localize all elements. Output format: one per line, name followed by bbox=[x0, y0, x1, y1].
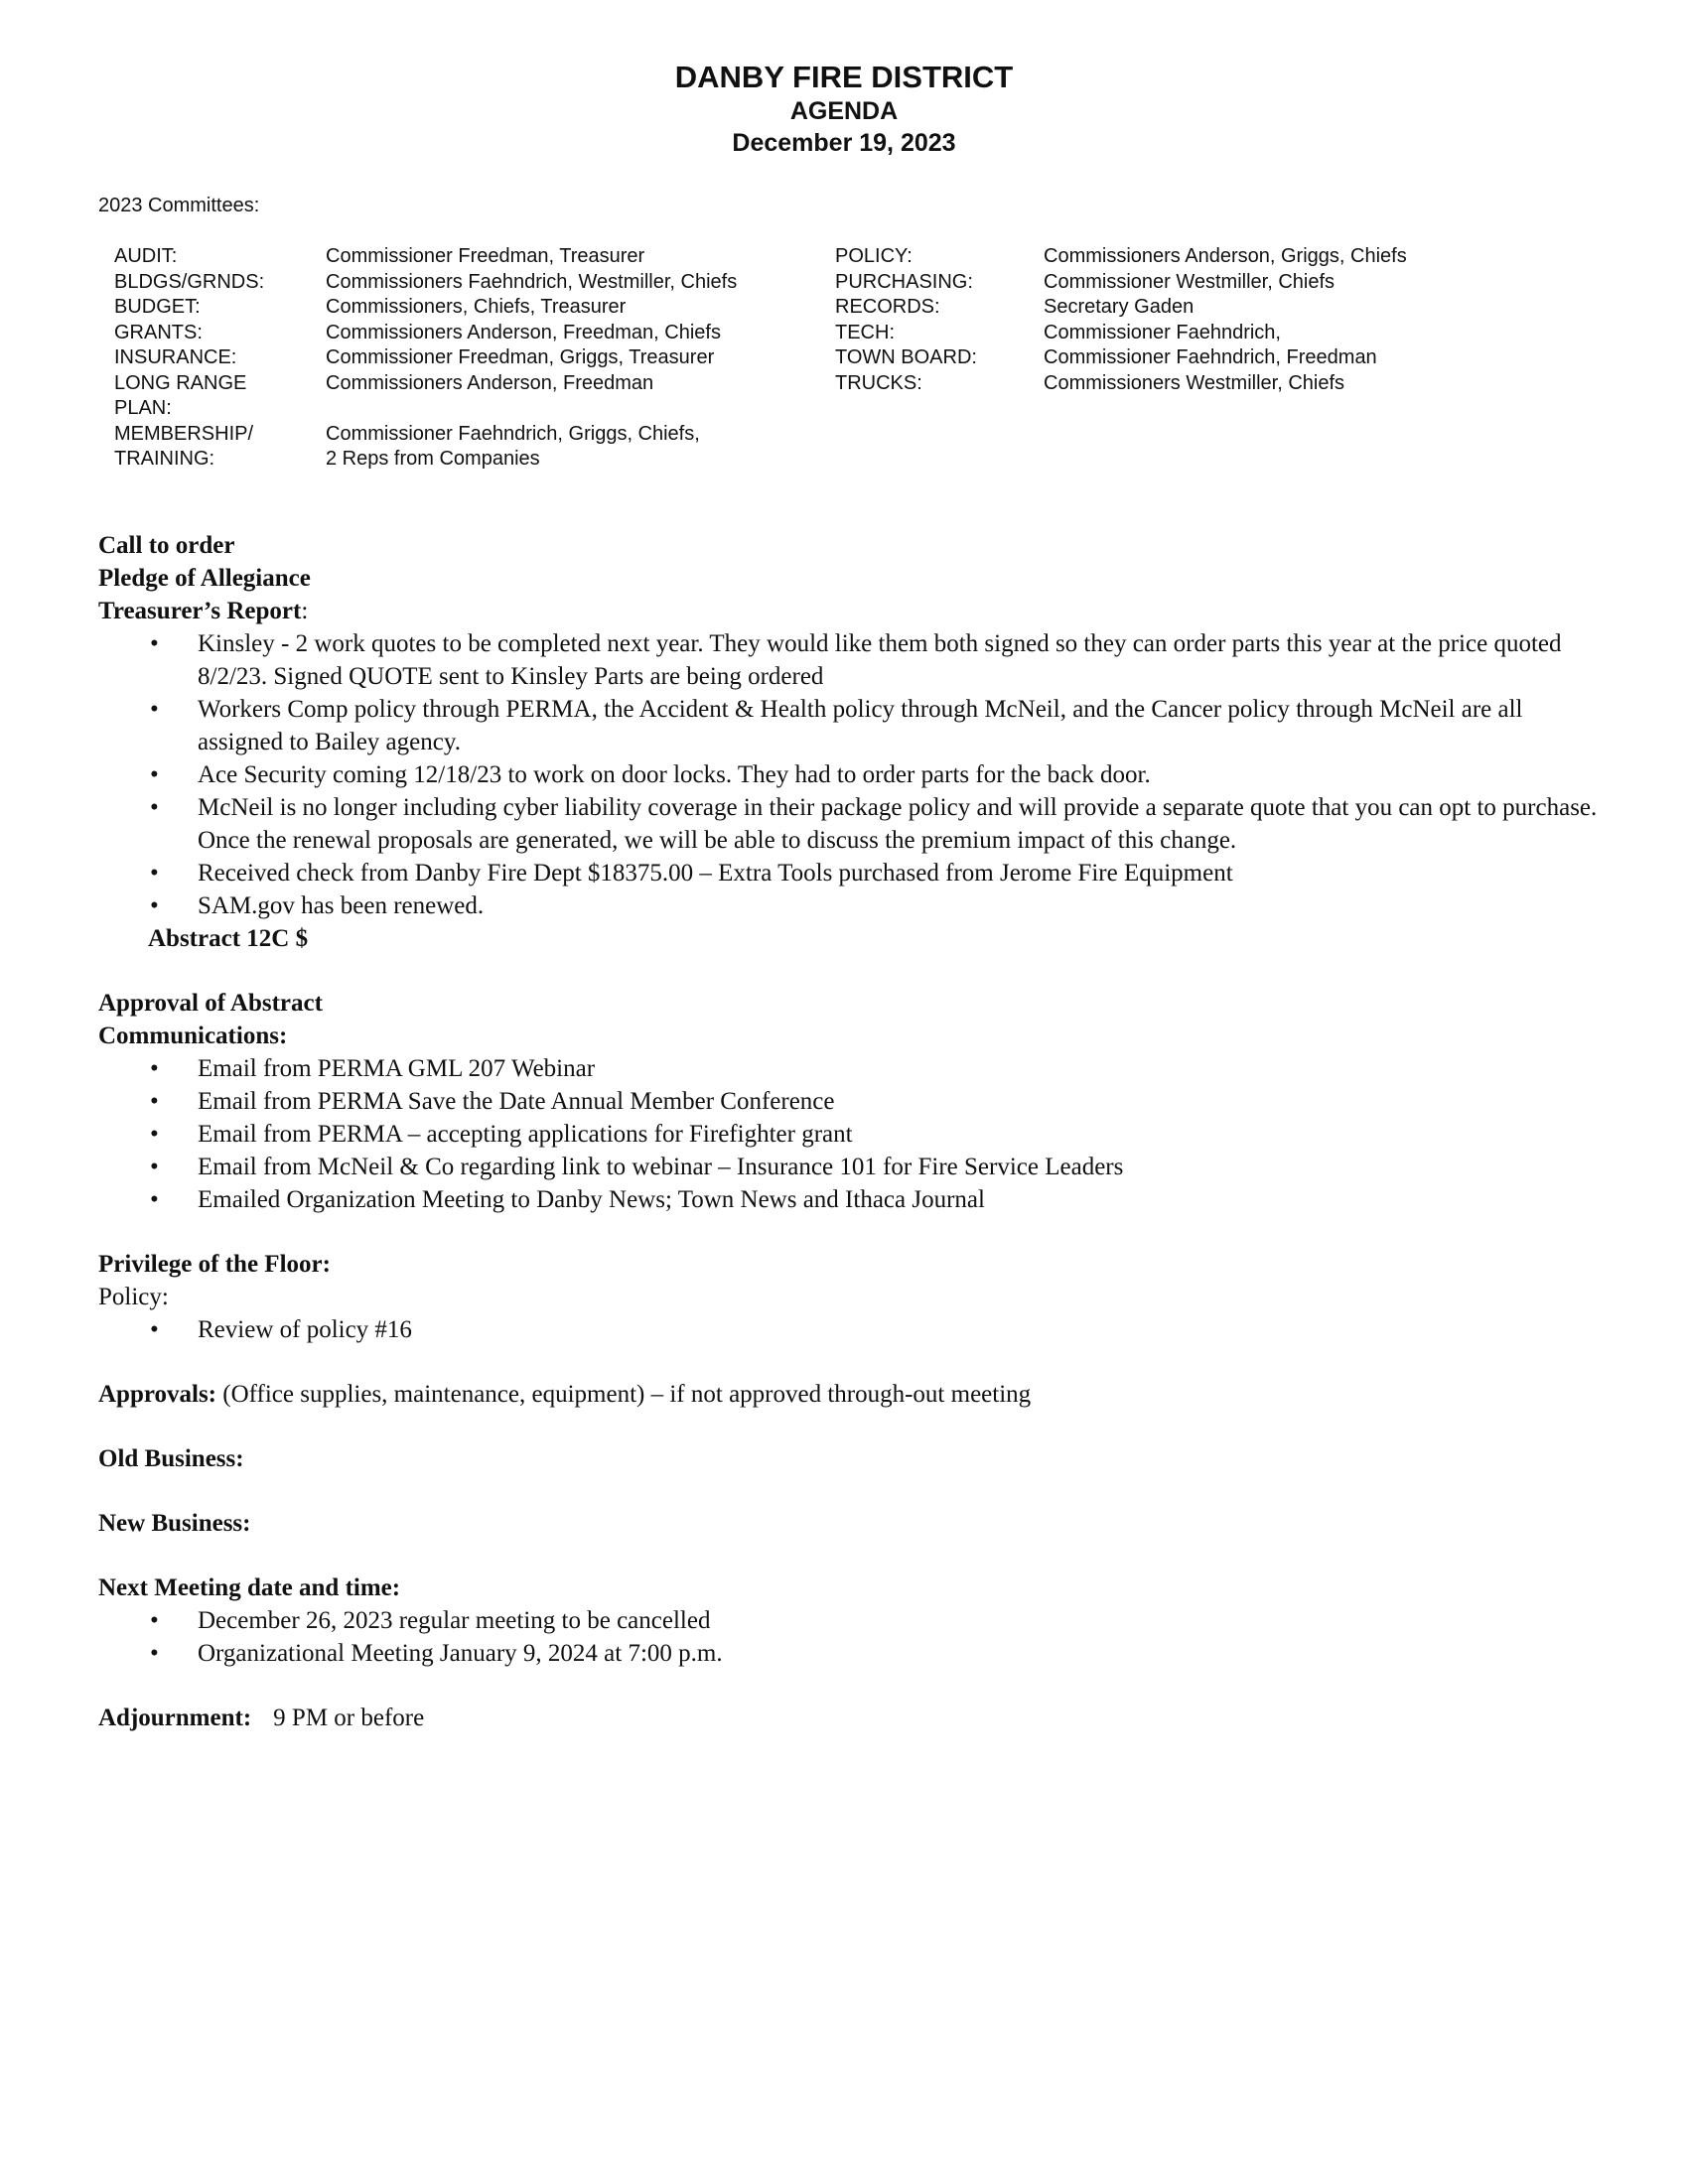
committee-members: Commissioners Anderson, Griggs, Chiefs bbox=[1044, 245, 1407, 267]
committee-members bbox=[1044, 396, 1441, 422]
approvals-line bbox=[98, 1378, 1608, 1411]
committee-row bbox=[114, 345, 1441, 371]
committee-name: PLAN: bbox=[114, 397, 172, 419]
list-item: • SAM.gov has been renewed. bbox=[198, 889, 1608, 922]
approvals-label: Approvals: bbox=[98, 1381, 217, 1408]
committee-members: Commissioner Freedman, Griggs, Treasurer bbox=[326, 346, 715, 368]
committee-name: GRANTS: bbox=[114, 321, 203, 343]
committee-members: Commissioners Westmiller, Chiefs bbox=[1044, 371, 1345, 394]
committee-members: 2 Reps from Companies bbox=[326, 448, 540, 470]
communications-list bbox=[98, 1052, 1608, 1216]
committee-members: Commissioner Faehndrich, Griggs, Chiefs, bbox=[326, 422, 700, 445]
list-item: • Email from PERMA – accepting applications for Firefighter grant bbox=[198, 1118, 1608, 1151]
next-meeting-list bbox=[98, 1604, 1608, 1670]
treasurer-report-colon: : bbox=[301, 598, 309, 624]
old-business-heading: Old Business: bbox=[98, 1445, 244, 1472]
committee-row bbox=[114, 321, 1441, 346]
committee-name: TRAINING: bbox=[114, 448, 215, 470]
agenda-body bbox=[98, 529, 1608, 1734]
committee-name: POLICY: bbox=[835, 245, 913, 267]
communications-heading: Communications: bbox=[98, 1023, 288, 1049]
committees-table bbox=[114, 244, 1441, 473]
committee-name: BUDGET: bbox=[114, 296, 201, 318]
privilege-heading: Privilege of the Floor: bbox=[98, 1251, 331, 1278]
list-item: • Email from McNeil & Co regarding link to webinar – Insurance 101 for Fire Service Leaders bbox=[198, 1151, 1608, 1183]
abstract-line: Abstract 12C $ bbox=[148, 925, 309, 952]
approvals-text: (Office supplies, maintenance, equipment) – if not approved through-out meeting bbox=[216, 1381, 1032, 1408]
spacer bbox=[98, 1216, 1608, 1248]
committee-members: Commissioners Faehndrich, Westmiller, Chiefs bbox=[326, 270, 738, 293]
pledge-heading: Pledge of Allegiance bbox=[98, 565, 311, 592]
committee-name: TOWN BOARD: bbox=[835, 346, 977, 368]
spacer bbox=[98, 1346, 1608, 1378]
policy-heading: Policy: bbox=[98, 1284, 169, 1310]
committee-members: Commissioner Faehndrich, bbox=[1044, 321, 1281, 343]
list-item: • McNeil is no longer including cyber liability coverage in their package policy and will provide a separate quote that you can opt to purchase. Once the renewal proposals are generated, we will be able to discuss the premium impact of this change. bbox=[198, 791, 1608, 857]
committee-name: BLDGS/GRNDS: bbox=[114, 270, 265, 293]
committee-members: Commissioners Anderson, Freedman bbox=[326, 371, 654, 394]
committee-row bbox=[114, 422, 1441, 448]
treasurer-report-heading bbox=[98, 595, 1608, 627]
list-item: • Email from PERMA GML 207 Webinar bbox=[198, 1052, 1608, 1085]
spacer bbox=[98, 1670, 1608, 1702]
committee-members: Commissioners, Chiefs, Treasurer bbox=[326, 296, 627, 318]
list-item: • Ace Security coming 12/18/23 to work on door locks. They had to order parts for the back door. bbox=[198, 758, 1608, 791]
treasurer-report-list bbox=[98, 627, 1608, 922]
meeting-date: December 19, 2023 bbox=[732, 129, 956, 157]
committee-row bbox=[114, 244, 1441, 270]
committee-name: MEMBERSHIP/ bbox=[114, 422, 254, 445]
committee-name bbox=[835, 447, 1044, 473]
next-meeting-heading: Next Meeting date and time: bbox=[98, 1574, 401, 1601]
list-item: • Received check from Danby Fire Dept $18375.00 – Extra Tools purchased from Jerome Fire Equipment bbox=[198, 857, 1608, 889]
treasurer-report-label: Treasurer’s Report bbox=[98, 598, 302, 624]
committee-name: RECORDS: bbox=[835, 296, 940, 318]
spacer bbox=[98, 955, 1608, 987]
committee-members: Commissioner Freedman, Treasurer bbox=[326, 245, 645, 267]
adjournment-value: 9 PM or before bbox=[273, 1705, 425, 1731]
committee-row bbox=[114, 295, 1441, 321]
list-item: • Review of policy #16 bbox=[198, 1313, 1608, 1346]
spacer bbox=[98, 1411, 1608, 1442]
committee-members: Commissioner Westmiller, Chiefs bbox=[1044, 270, 1336, 293]
committee-name: PURCHASING: bbox=[835, 270, 973, 293]
committee-name: LONG RANGE bbox=[114, 371, 247, 394]
call-to-order-heading: Call to order bbox=[98, 532, 235, 559]
committee-members bbox=[1044, 447, 1441, 473]
committee-row bbox=[114, 371, 1441, 397]
committee-row bbox=[114, 270, 1441, 296]
committee-row bbox=[114, 396, 1441, 422]
list-item: • Kinsley - 2 work quotes to be completed next year. They would like them both signed so they can order parts this year at the price quoted 8/2/23. Signed QUOTE sent to Kinsley Parts are being ordered bbox=[198, 627, 1608, 693]
committee-row bbox=[114, 447, 1441, 473]
committee-name bbox=[835, 396, 1044, 422]
committee-members bbox=[326, 396, 835, 422]
committees-title: 2023 Committees: bbox=[98, 195, 260, 216]
committee-members: Commissioner Faehndrich, Freedman bbox=[1044, 346, 1377, 368]
spacer bbox=[98, 1540, 1608, 1571]
committee-name: AUDIT: bbox=[114, 245, 178, 267]
committee-name: TRUCKS: bbox=[835, 371, 922, 394]
adjournment-line bbox=[98, 1702, 1608, 1734]
list-item: • Organizational Meeting January 9, 2024 at 7:00 p.m. bbox=[198, 1637, 1608, 1670]
committee-members: Commissioners Anderson, Freedman, Chiefs bbox=[326, 321, 721, 343]
committee-members: Secretary Gaden bbox=[1044, 296, 1195, 318]
committee-name bbox=[835, 422, 1044, 448]
policy-list bbox=[98, 1313, 1608, 1346]
committee-name: TECH: bbox=[835, 321, 895, 343]
list-item: • Email from PERMA Save the Date Annual Member Conference bbox=[198, 1085, 1608, 1118]
approval-abstract-heading: Approval of Abstract bbox=[98, 990, 323, 1017]
document-header bbox=[0, 60, 1688, 159]
committee-members bbox=[1044, 422, 1441, 448]
document-title: DANBY FIRE DISTRICT bbox=[674, 60, 1014, 94]
adjournment-label: Adjournment: bbox=[98, 1705, 252, 1731]
list-item: • December 26, 2023 regular meeting to be cancelled bbox=[198, 1604, 1608, 1637]
committee-name: INSURANCE: bbox=[114, 346, 237, 368]
list-item: • Workers Comp policy through PERMA, the Accident & Health policy through McNeil, and the Cancer policy through McNeil are all assigned to Bailey agency. bbox=[198, 693, 1608, 758]
spacer bbox=[98, 1475, 1608, 1507]
document-subtitle: AGENDA bbox=[789, 97, 899, 125]
new-business-heading: New Business: bbox=[98, 1510, 251, 1537]
list-item: • Emailed Organization Meeting to Danby News; Town News and Ithaca Journal bbox=[198, 1183, 1608, 1216]
